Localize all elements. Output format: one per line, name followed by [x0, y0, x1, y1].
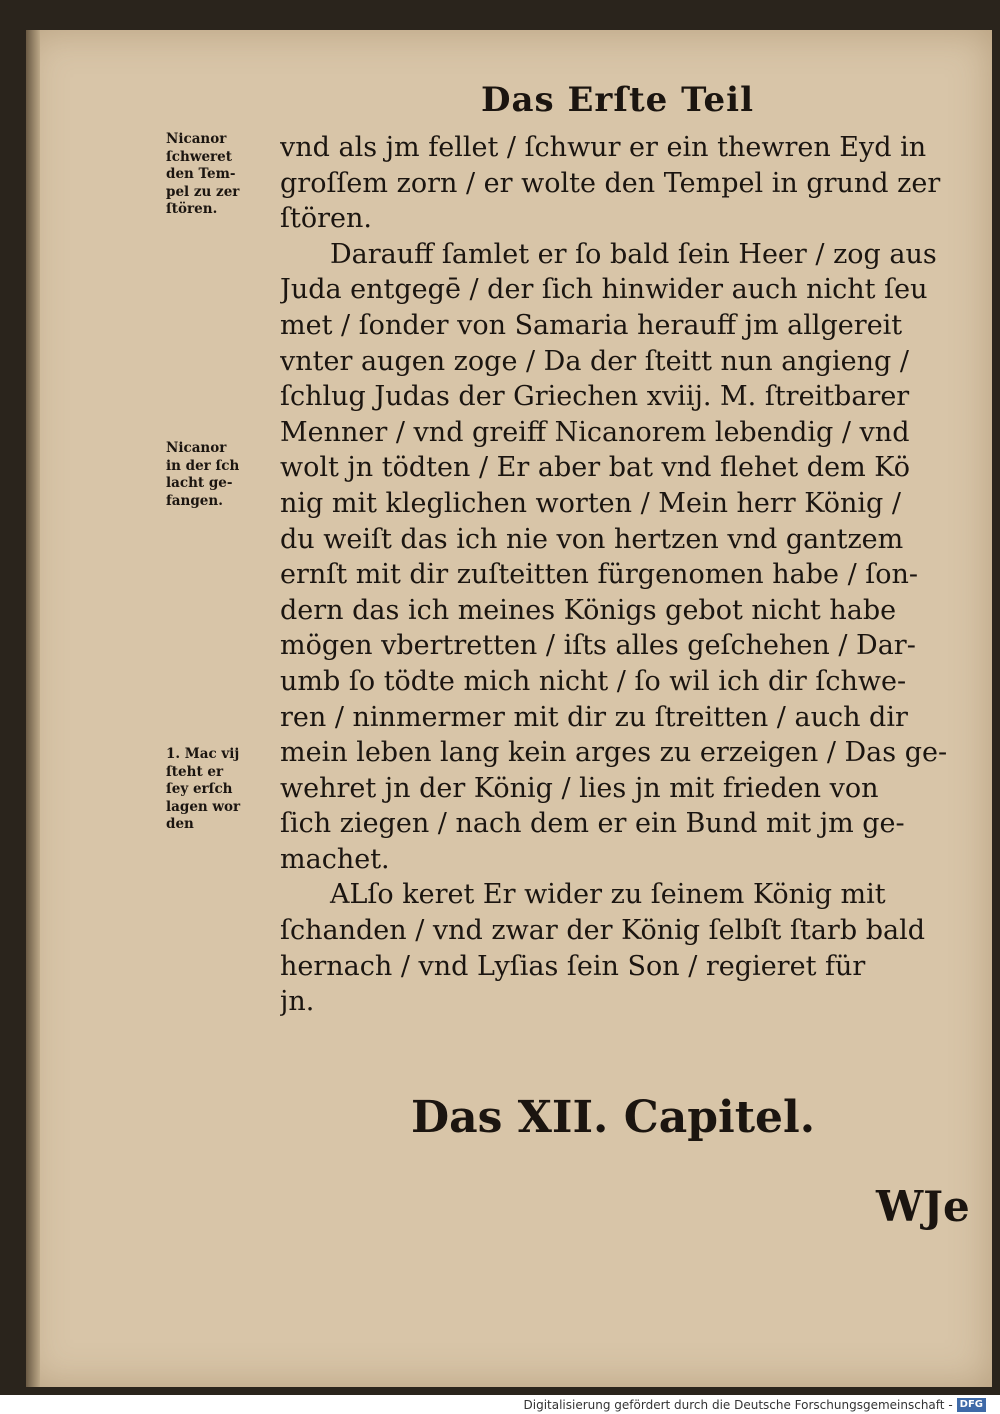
catchword: WJe [876, 1182, 970, 1231]
note-line: ſteht er [166, 763, 224, 780]
note-line: Nicanor [166, 440, 227, 456]
chapter-heading: Das XII. Capitel. [411, 1092, 816, 1143]
running-head: Das Erſte Teil [481, 80, 754, 120]
note-line: 1. Mac vij [166, 746, 240, 762]
text-line: vnd als jm fellet / ſchwur er ein thewren Eyd in [280, 132, 927, 163]
marginal-note [166, 746, 291, 834]
text-line: jn. [280, 986, 315, 1018]
note-line: ſey erſch [166, 781, 233, 797]
text-line: Menner / vnd greiff Nicanorem lebendig / vnd [280, 416, 910, 448]
note-line: in der ſch [166, 457, 240, 474]
marginal-note [166, 131, 291, 219]
dfg-logo: DFG [957, 1398, 986, 1412]
marginal-note [166, 440, 291, 510]
note-line: lagen wor [166, 798, 241, 815]
page-gutter [26, 30, 40, 1387]
text-line: umb ſo tödte mich nicht / ſo wil ich dir ſchwe- [280, 665, 907, 697]
note-line: Nicanor [166, 131, 227, 147]
text-line: wolt jn tödten / Er aber bat vnd flehet dem Kö [280, 452, 910, 484]
text-line: groſſem zorn / er wolte den Tempel in grund zer [280, 167, 941, 199]
note-line: pel zu zer [166, 183, 240, 200]
note-line: ſtören. [166, 201, 218, 217]
text-line: vnter augen zoge / Da der ſteitt nun angieng / [280, 345, 909, 377]
text-line: machet. [280, 843, 390, 875]
text-line: ſich ziegen / nach dem er ein Bund mit jm ge- [280, 808, 905, 840]
text-line: ren / ninmermer mit dir zu ſtreitten / auch dir [280, 701, 908, 733]
note-line: den [166, 816, 194, 832]
text-line: Darauff ſamlet er ſo bald ſein Heer / zog aus [330, 238, 937, 270]
text-line: ALſo keret Er wider zu ſeinem König mit [330, 879, 886, 911]
text-line: wehret jn der König / lies jn mit frieden von [280, 772, 879, 804]
text-line: du weiſt das ich nie von hertzen vnd gantzem [280, 523, 904, 555]
text-line: mein leben lang kein arges zu erzeigen / Das ge- [280, 737, 948, 769]
note-line: ſchweret [166, 148, 232, 165]
text-line: ernſt mit dir zuſteitten fürgenomen habe / ſon- [280, 559, 919, 591]
text-line: Juda entgegē / der ſich hinwider auch nicht ſeu [280, 274, 928, 306]
text-line: dern das ich meines Königs gebot nicht habe [280, 594, 897, 626]
text-line: ſtören. [280, 203, 372, 235]
text-line: met / ſonder von Samaria herauff jm allgereit [280, 309, 903, 341]
text-line: ſchlug Judas der Griechen xviij. M. ſtreitbarer [280, 381, 910, 413]
book-page [26, 30, 992, 1387]
footer-credit-text: Digitalisierung gefördert durch die Deutsche Forschungsgemeinschaft - [523, 1397, 953, 1412]
text-line: hernach / vnd Lyſias ſein Son / regieret für [280, 950, 866, 982]
text-line: ſchanden / vnd zwar der König ſelbſt ſtarb bald [280, 915, 926, 947]
note-line: lacht ge- [166, 475, 233, 491]
text-line: nig mit kleglichen worten / Mein herr König / [280, 487, 901, 519]
footer-credit [524, 1395, 987, 1414]
note-line: fangen. [166, 492, 223, 509]
text-line: mögen vbertretten / iſts alles geſchehen / Dar- [280, 630, 916, 662]
note-line: den Tem- [166, 166, 236, 182]
body-text [280, 130, 980, 1020]
